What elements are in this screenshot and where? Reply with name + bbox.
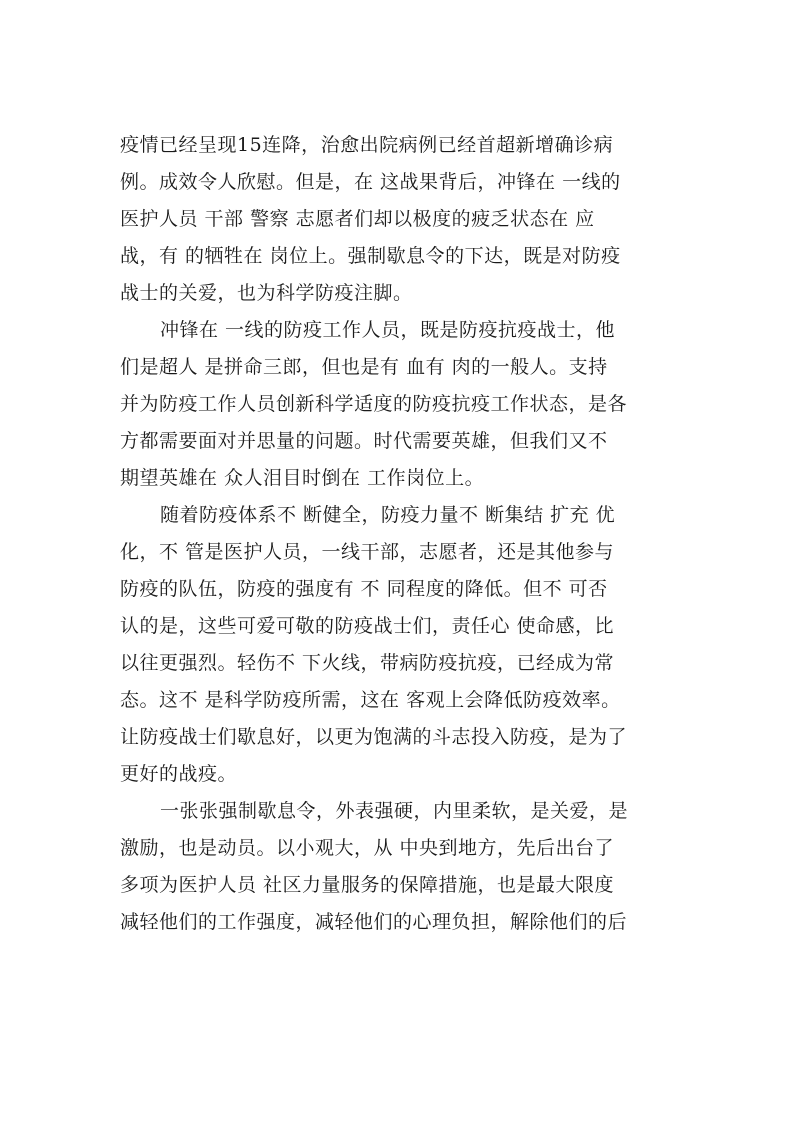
text-line: 冲锋在 一线的防疫工作人员，既是防疫抗疫战士，他 — [160, 319, 616, 341]
text-line: 并为防疫工作人员创新科学适度的防疫抗疫工作状态，是各 — [120, 393, 628, 415]
text-line: 一张张强制歇息令，外表强硬，内里柔软，是关爱，是 — [160, 800, 629, 822]
text-line: 方都需要面对并思量的问题。时代需要英雄，但我们又不 — [120, 430, 608, 452]
text-line: 战，有 的牺牲在 岗位上。强制歇息令的下达，既是对防疫 — [120, 245, 621, 267]
text-line: 激励，也是动员。以小观大，从 中央到地方，先后出台了 — [120, 837, 615, 859]
text-line: 化，不 管是医护人员，一线干部，志愿者，还是其他参与 — [120, 541, 615, 563]
text-line: 战士的关爱，也为科学防疫注脚。 — [120, 282, 413, 304]
text-line: 例。成效令人欣慰。但是，在 这战果背后，冲锋在 一线的 — [120, 171, 621, 193]
text-line: 态。这不 是科学防疫所需，这在 客观上会降低防疫效率。 — [120, 689, 621, 711]
text-line: 多项为医护人员 社区力量服务的保障措施，也是最大限度 — [120, 874, 615, 896]
text-line: 以往更强烈。轻伤不 下火线，带病防疫抗疫，已经成为常 — [120, 652, 615, 674]
text-line: 认的是，这些可爱可敬的防疫战士们，责任心 使命感，比 — [120, 615, 615, 637]
document-body — [120, 127, 680, 941]
text-line: 防疫的队伍，防疫的强度有 不 同程度的降低。但不 可否 — [120, 578, 608, 600]
text-line: 更好的战疫。 — [120, 763, 238, 785]
text-line: 期望英雄在 众人泪目时倒在 工作岗位上。 — [120, 467, 485, 489]
text-line: 让防疫战士们歇息好，以更为饱满的斗志投入防疫，是为了 — [120, 726, 628, 748]
text-line: 疫情已经呈现15连降，治愈出院病例已经首超新增确诊病 — [120, 134, 614, 156]
text-line: 们是超人 是拼命三郎，但也是有 血有 肉的一般人。支持 — [120, 356, 608, 378]
text-line: 医护人员 干部 警察 志愿者们却以极度的疲乏状态在 应 — [120, 208, 595, 230]
text-line: 减轻他们的工作强度，减轻他们的心理负担，解除他们的后 — [120, 911, 628, 933]
text-line: 随着防疫体系不 断健全，防疫力量不 断集结 扩充 优 — [160, 504, 616, 526]
